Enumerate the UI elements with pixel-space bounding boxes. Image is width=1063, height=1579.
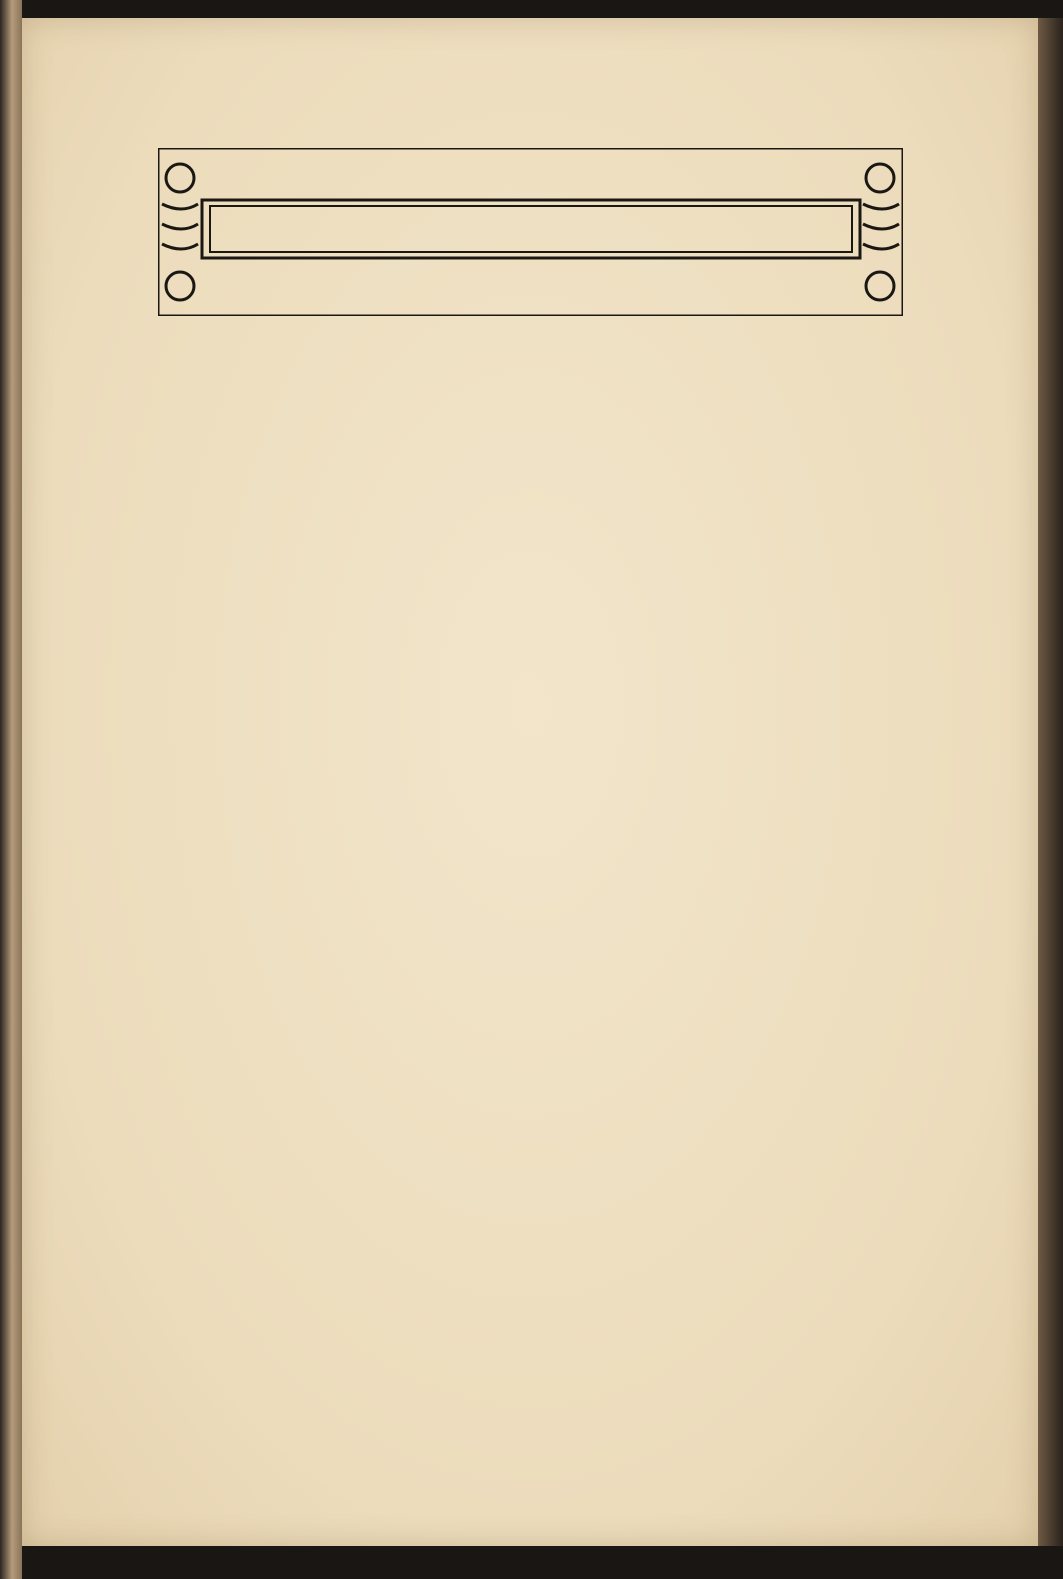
scan-binding-edge bbox=[0, 0, 22, 1579]
scan-right-edge bbox=[1038, 18, 1063, 1546]
decorative-headpiece bbox=[158, 148, 903, 316]
